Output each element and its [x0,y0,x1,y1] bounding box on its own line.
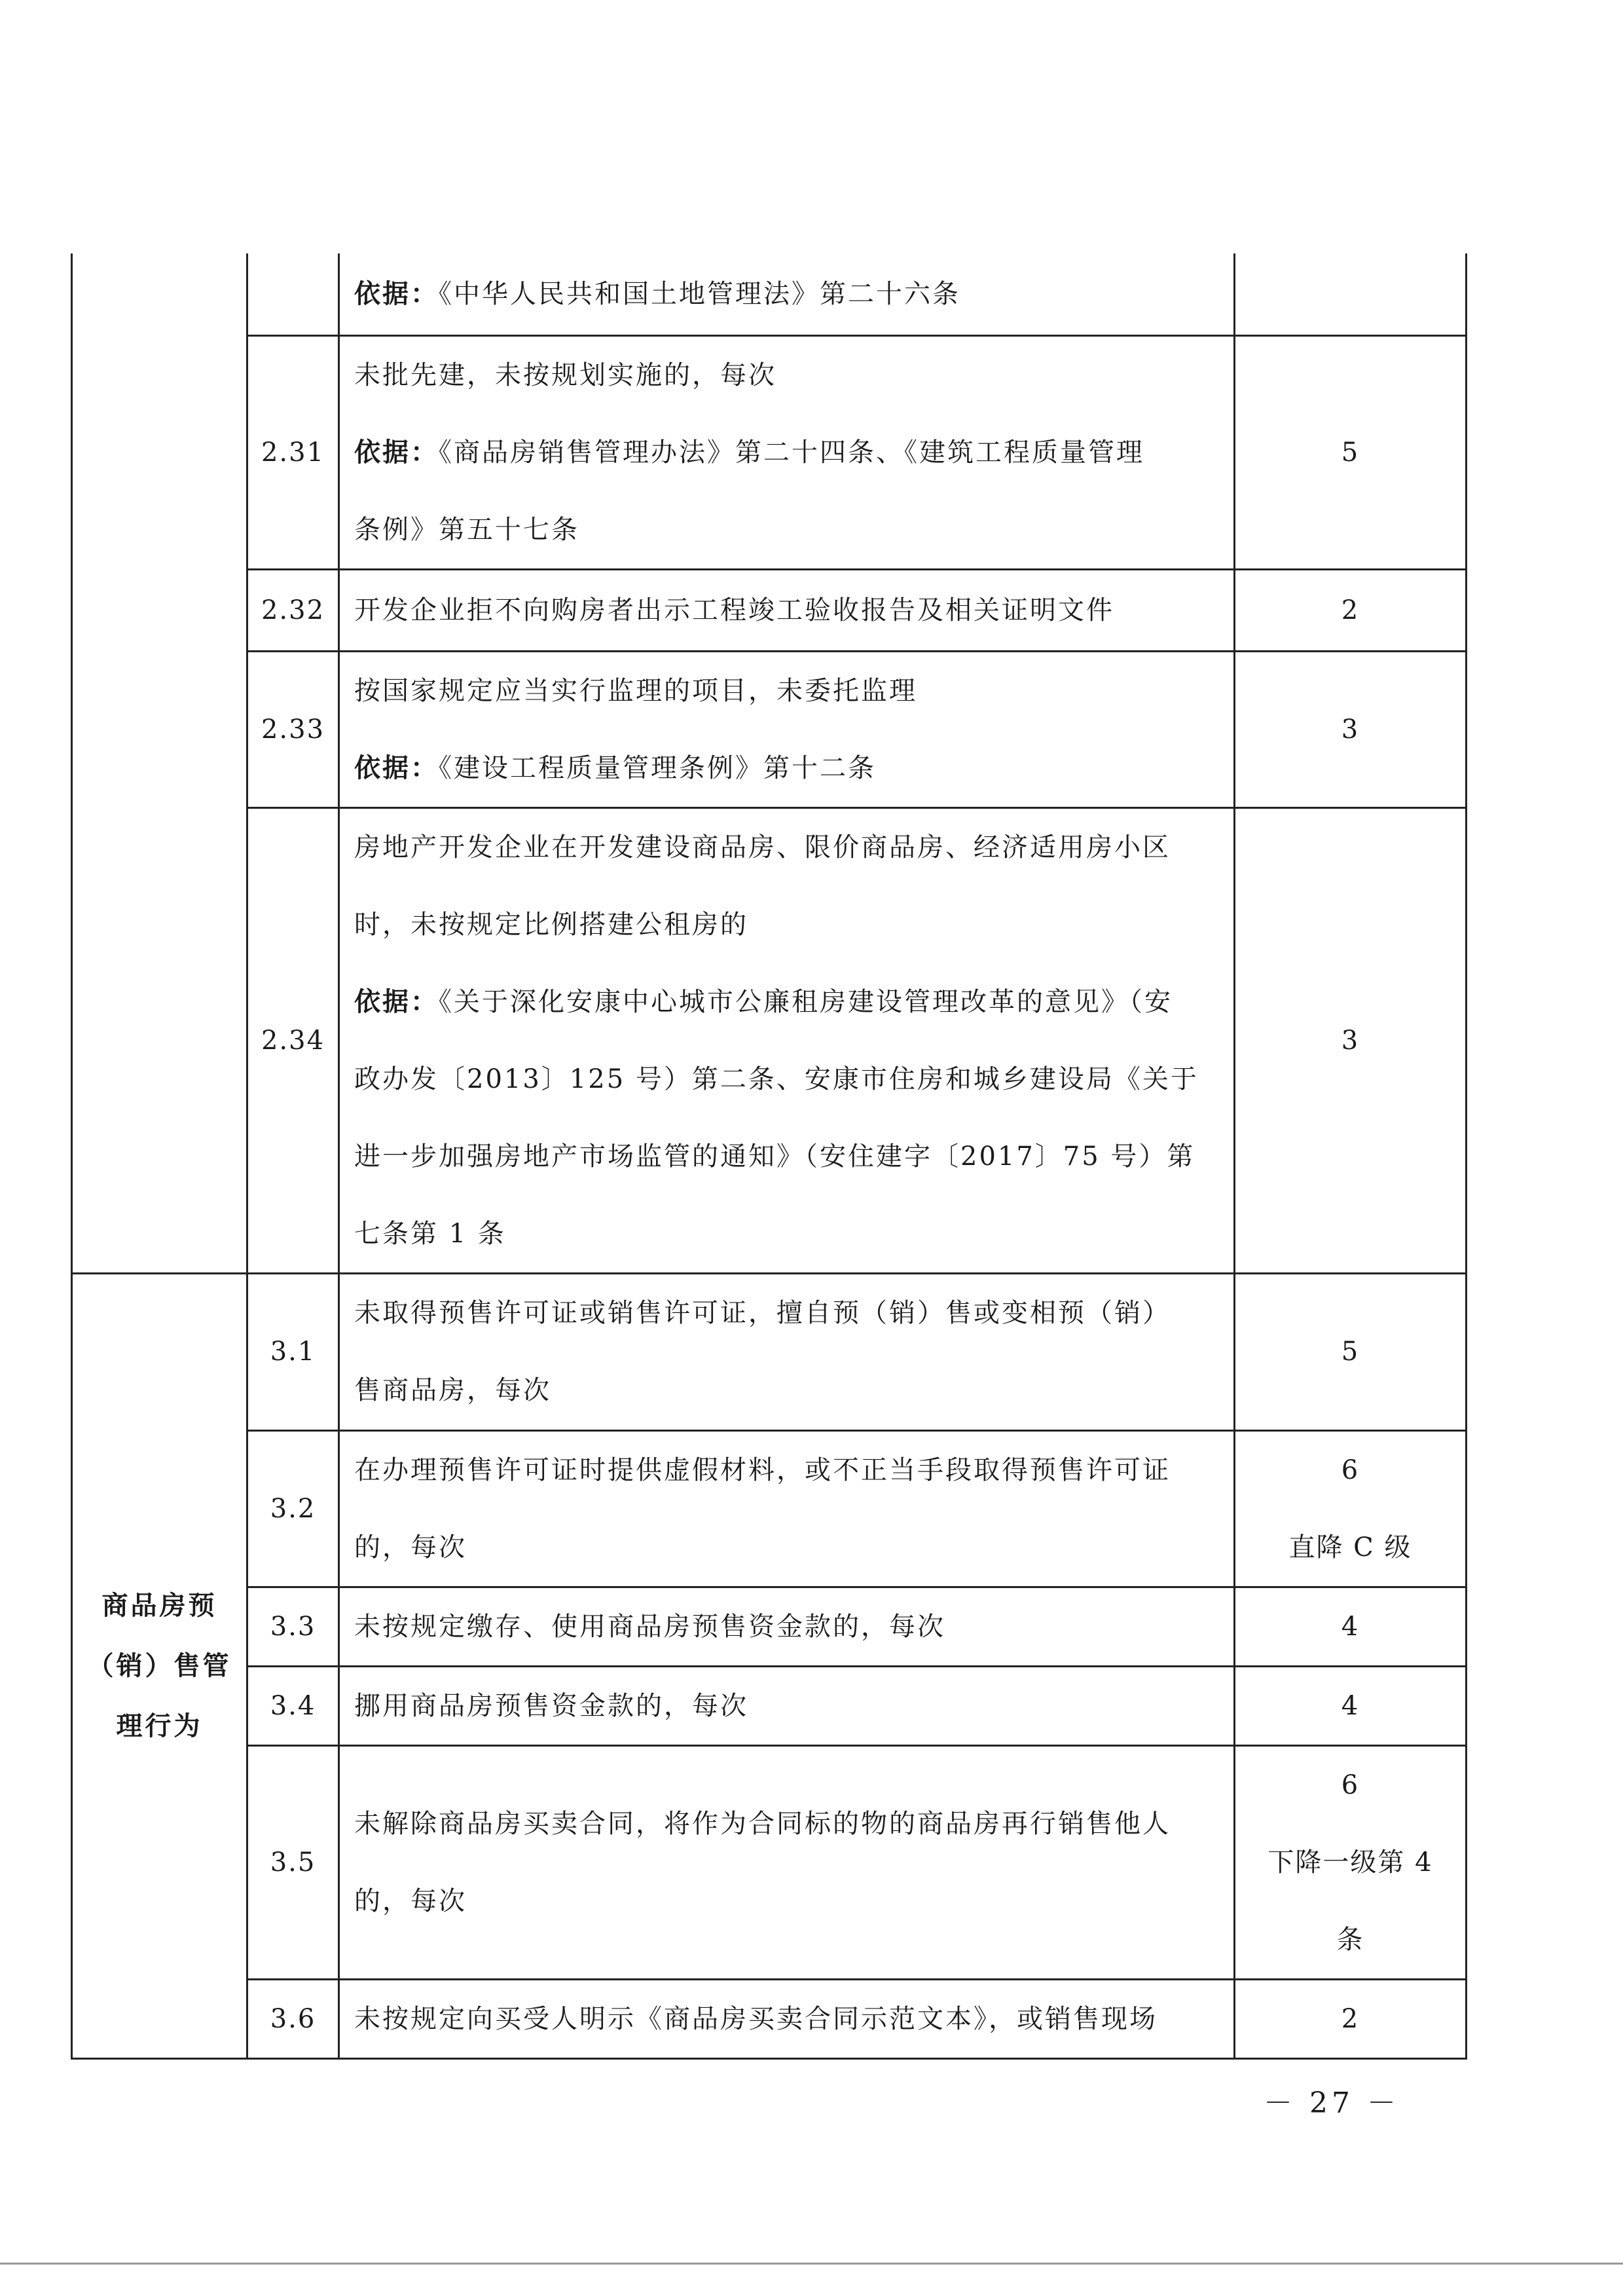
item-score [1235,1745,1467,1979]
content-text: 未解除商品房买卖合同，将作为合同标的物的商品房再行销售他人 [354,1808,1171,1839]
content-line [354,963,1220,1041]
content-line [354,1195,1220,1272]
item-score [1235,569,1467,651]
content-text: 的，每次 [354,1532,467,1563]
content-text: 《中华人民共和国土地管理法》第二十六条 [439,278,960,309]
item-score [1235,1666,1467,1745]
content-text: 七条第 1 条 [354,1218,506,1249]
score-line: 条 [1336,1924,1364,1955]
content-text: 政办发〔2013〕125 号）第二条、安康市住房和城乡建设局《关于 [354,1064,1199,1094]
content-text: 挪用商品房预售资金款的，每次 [354,1690,748,1721]
score-line: 5 [1341,437,1360,468]
table-row [72,651,1467,807]
content-text: 进一步加强房地产市场监管的通知》（安住建字〔2017〕75 号）第 [354,1141,1195,1172]
table-row [72,569,1467,651]
content-line [354,809,1220,886]
content-line [354,1862,1220,1940]
content-text: 《关于深化安康中心城市公廉租房建设管理改革的意见》（安 [439,986,1173,1017]
item-number: 3.3 [247,1587,339,1666]
content-line [354,1118,1220,1195]
item-content [339,1430,1235,1587]
table-row [72,1587,1467,1666]
score-line: 3 [1341,714,1360,745]
basis-label: 依据： [354,436,439,468]
item-score [1235,253,1467,335]
category-line: 理行为 [116,1710,203,1741]
content-line [354,337,1220,414]
category-line: 商品房预 [101,1589,217,1621]
score-line: 5 [1341,1337,1360,1367]
score-line: 下降一级第 4 [1267,1847,1433,1878]
content-line [354,1588,1220,1665]
content-text: 《商品房销售管理办法》第二十四条、《建筑工程质量管理 [439,437,1144,468]
item-number [247,253,339,335]
table-row [72,253,1467,335]
content-text: 《建设工程质量管理条例》第十二条 [439,752,876,783]
content-line [354,1667,1220,1745]
score-line: 4 [1341,1690,1360,1721]
content-text: 按国家规定应当实行监理的项目，未委托监理 [354,675,917,706]
table-row [72,1666,1467,1745]
item-score [1235,651,1467,807]
basis-label: 依据： [354,278,439,309]
table-row [72,1979,1467,2058]
item-number: 2.32 [247,569,339,651]
content-line [354,1509,1220,1586]
table-row [72,1430,1467,1587]
item-score [1235,1979,1467,2058]
category-cell-3 [72,1273,247,2058]
content-text: 条例》第五十七条 [354,514,579,545]
category-cell-2 [72,253,247,1273]
basis-label: 依据： [354,752,439,783]
content-line [354,572,1220,649]
item-content [339,1666,1235,1745]
regulation-table [71,253,1467,2060]
content-text: 售商品房，每次 [354,1375,551,1405]
content-line [354,730,1220,807]
score-line: 直降 C 级 [1288,1532,1412,1563]
item-content [339,807,1235,1273]
score-line: 6 [1341,1454,1360,1485]
table-row [72,1745,1467,1979]
item-content [339,569,1235,651]
item-number: 3.4 [247,1666,339,1745]
content-line [354,255,1220,333]
item-number: 2.34 [247,807,339,1273]
score-line: 4 [1341,1611,1360,1642]
item-content [339,335,1235,569]
item-content [339,651,1235,807]
item-number: 3.2 [247,1430,339,1587]
page-number: － 27 － [1264,2086,1400,2120]
item-score [1235,807,1467,1273]
table-row [72,1273,1467,1430]
content-line [354,886,1220,963]
item-number: 3.1 [247,1273,339,1430]
content-text: 在办理预售许可证时提供虚假材料，或不正当手段取得预售许可证 [354,1454,1171,1485]
content-line [354,1352,1220,1429]
content-text: 的，每次 [354,1885,467,1916]
basis-label: 依据： [354,986,439,1017]
content-line [354,1432,1220,1509]
content-text: 未按规定向买受人明示《商品房买卖合同示范文本》，或销售现场 [354,2003,1158,2034]
content-line [354,1274,1220,1352]
content-line [354,1980,1220,2058]
item-score [1235,335,1467,569]
item-number: 3.5 [247,1745,339,1979]
content-text: 未按规定缴存、使用商品房预售资金款的，每次 [354,1611,945,1642]
content-text: 开发企业拒不向购房者出示工程竣工验收报告及相关证明文件 [354,595,1114,625]
content-line [354,1041,1220,1118]
item-number: 3.6 [247,1979,339,2058]
content-line [354,491,1220,568]
score-line: 3 [1341,1025,1360,1056]
content-text: 未批先建，未按规划实施的，每次 [354,360,776,390]
content-text: 时，未按规定比例搭建公租房的 [354,909,748,940]
score-line: 2 [1341,2003,1360,2034]
content-line [354,652,1220,730]
item-score [1235,1587,1467,1666]
item-content [339,1745,1235,1979]
item-number: 2.31 [247,335,339,569]
table-row [72,335,1467,569]
item-content [339,1979,1235,2058]
table-row [72,807,1467,1273]
item-content [339,253,1235,335]
item-score [1235,1273,1467,1430]
content-line [354,1785,1220,1862]
score-line: 2 [1341,595,1360,625]
item-score [1235,1430,1467,1587]
item-number: 2.33 [247,651,339,807]
item-content [339,1273,1235,1430]
content-text: 未取得预售许可证或销售许可证，擅自预（销）售或变相预（销） [354,1298,1171,1328]
score-line: 6 [1341,1769,1360,1800]
content-text: 房地产开发企业在开发建设商品房、限价商品房、经济适用房小区 [354,832,1171,862]
content-line [354,414,1220,491]
category-line: （销）售管 [87,1650,232,1681]
scan-edge-rule [0,2263,1623,2265]
item-content [339,1587,1235,1666]
